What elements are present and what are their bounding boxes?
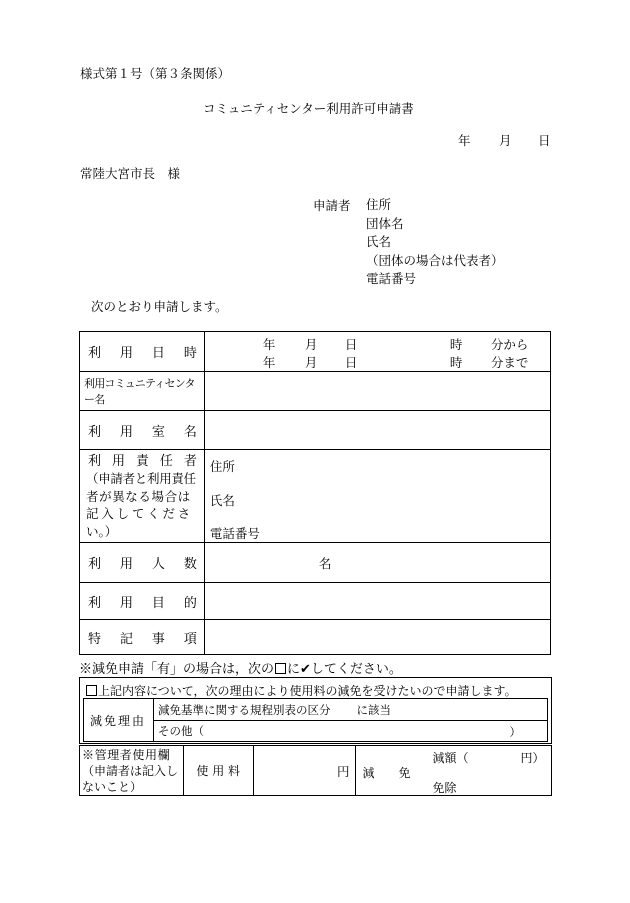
applicant-heading: 申請者 bbox=[313, 198, 351, 213]
admin-table bbox=[79, 745, 552, 796]
reduction-notice: ※減免申請「有」の場合は，次の に✔してください。 bbox=[79, 662, 402, 677]
responsible-label-cell bbox=[80, 450, 205, 543]
from-year: 年 bbox=[262, 336, 276, 352]
reduction-admin-cell[interactable] bbox=[356, 746, 552, 796]
responsible-address-label: 住所 bbox=[209, 459, 235, 474]
exemption-label: 免除 bbox=[432, 780, 457, 795]
reduced-amount-unit: 円） bbox=[520, 750, 545, 765]
applicant-name-label: 氏名 bbox=[366, 234, 392, 249]
fee-label: 使 用 料 bbox=[183, 746, 253, 796]
reduction-reason-label: 減免理由 bbox=[84, 699, 154, 742]
usage-datetime-cell[interactable] bbox=[204, 332, 550, 372]
date-day-label: 日 bbox=[538, 133, 551, 148]
remarks-field[interactable] bbox=[204, 620, 550, 655]
remarks-row bbox=[80, 620, 551, 655]
applicant-phone-label: 電話番号 bbox=[366, 271, 417, 286]
responsible-row bbox=[80, 450, 551, 543]
usage-datetime-label-cell bbox=[80, 332, 205, 372]
date-year-label: 年 bbox=[458, 133, 471, 148]
usage-datetime-label: 利 用 日 時 bbox=[88, 346, 197, 361]
room-field[interactable] bbox=[204, 411, 550, 450]
form-title: コミュニティセンター利用許可申請書 bbox=[203, 101, 414, 116]
center-name-row bbox=[80, 372, 551, 411]
addressee: 常陸大宮市長 様 bbox=[80, 166, 181, 181]
responsible-name-label: 氏名 bbox=[209, 493, 235, 508]
reduction-box bbox=[79, 677, 552, 744]
purpose-row bbox=[80, 583, 551, 620]
room-row bbox=[80, 411, 551, 450]
checkbox-symbol-icon bbox=[275, 663, 286, 674]
purpose-field[interactable] bbox=[204, 583, 550, 620]
responsible-label-note: （申請者と利用責任 者が異なる場合は 記入してくださ い。） bbox=[86, 471, 196, 539]
applicant-address-label: 住所 bbox=[366, 197, 392, 212]
reason-option-1[interactable]: 減免基準に関する規程別表の区分 に該当 bbox=[153, 699, 547, 721]
responsible-phone-label: 電話番号 bbox=[209, 526, 260, 541]
admin-label-cell: ※管理者使用欄 （申請者は記入し ないこと） bbox=[80, 746, 184, 796]
headcount-field[interactable] bbox=[204, 543, 550, 583]
reduction-reason-table bbox=[83, 698, 548, 742]
form-number: 様式第１号（第３条関係） bbox=[80, 66, 231, 81]
center-name-label-cell bbox=[80, 372, 205, 411]
usage-datetime-row bbox=[80, 332, 551, 372]
responsible-fields-cell[interactable] bbox=[204, 450, 550, 543]
headcount-unit: 名 bbox=[318, 555, 332, 571]
reduced-amount-label: 減額（ bbox=[432, 750, 469, 765]
reduction-request-checkbox[interactable] bbox=[86, 685, 97, 696]
to-minute: 分まで bbox=[490, 354, 529, 370]
remarks-label: 特 記 事 項 bbox=[88, 631, 197, 647]
applicant-fields bbox=[366, 196, 504, 289]
reduction-request: 上記内容について，次の理由により使用料の減免を受けたいので申請します。 bbox=[85, 682, 517, 699]
applicant-representative-note: （団体の場合は代表者） bbox=[366, 252, 504, 268]
headcount-label-cell bbox=[80, 543, 205, 583]
from-day: 日 bbox=[344, 336, 358, 352]
headcount-label: 利 用 人 数 bbox=[88, 557, 197, 572]
center-name-label: 利用コミュニティセンター名 bbox=[84, 377, 195, 406]
to-month: 月 bbox=[304, 354, 318, 370]
room-label: 利 用 室 名 bbox=[88, 424, 197, 440]
purpose-label: 利 用 目 的 bbox=[88, 595, 197, 611]
application-table bbox=[79, 331, 551, 655]
from-month: 月 bbox=[304, 336, 318, 352]
reason-option-2[interactable]: その他（ ） bbox=[153, 721, 547, 742]
responsible-label-title: 利 用 責 任 者 bbox=[88, 454, 197, 469]
fee-unit: 円 bbox=[336, 763, 350, 779]
purpose-label-cell bbox=[80, 583, 205, 620]
date-month-label: 月 bbox=[499, 133, 512, 148]
to-day: 日 bbox=[344, 354, 358, 370]
remarks-label-cell bbox=[80, 620, 205, 655]
from-minute: 分から bbox=[490, 336, 529, 352]
intro-text: 次のとおり申請します。 bbox=[91, 299, 228, 314]
room-label-cell bbox=[80, 411, 205, 450]
fee-field[interactable] bbox=[253, 746, 356, 796]
center-name-field[interactable] bbox=[204, 372, 550, 411]
reduction-admin-label: 減 免 bbox=[362, 765, 411, 780]
headcount-row bbox=[80, 543, 551, 583]
to-year: 年 bbox=[262, 354, 276, 370]
applicant-group-label: 団体名 bbox=[366, 215, 404, 231]
to-hour: 時 bbox=[449, 354, 463, 370]
from-hour: 時 bbox=[449, 336, 463, 352]
